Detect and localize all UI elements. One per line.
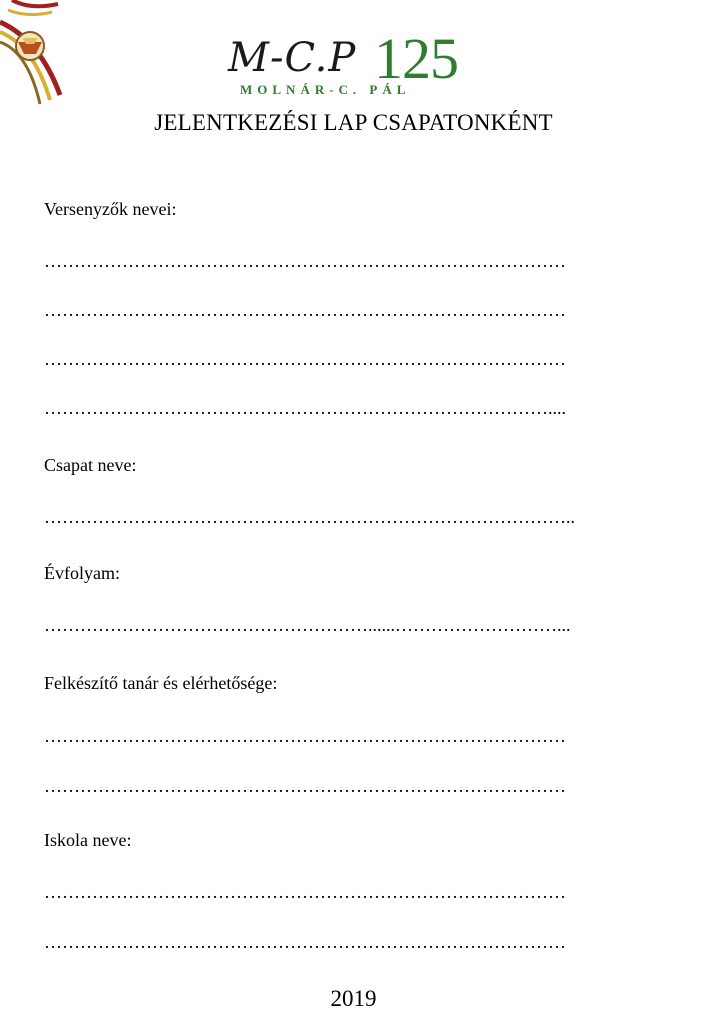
team-name-field[interactable]: ……………………………………………………………………………..	[44, 507, 575, 527]
teacher-field-2[interactable]: ……………………………………………………………………………	[44, 776, 566, 796]
school-name-field-1[interactable]: ……………………………………………………………………………	[44, 882, 566, 902]
school-name-field-2[interactable]: ……………………………………………………………………………	[44, 932, 566, 952]
grade-field[interactable]: ………………………………………………......………………………...	[44, 615, 571, 635]
school-name-label: Iskola neve:	[44, 830, 132, 850]
logo-subtitle: MOLNÁR-C. PÁL	[240, 82, 411, 97]
competitor-name-field-1[interactable]: ……………………………………………………………………………	[44, 251, 566, 271]
page-title: JELENTKEZÉSI LAP CSAPATONKÉNT	[154, 110, 553, 135]
competitor-name-field-4[interactable]: …………………………………………………………………………....	[44, 398, 566, 418]
team-name-label: Csapat neve:	[44, 455, 137, 475]
grade-label: Évfolyam:	[44, 563, 120, 583]
logo	[228, 26, 468, 100]
competitor-name-field-2[interactable]: ……………………………………………………………………………	[44, 300, 566, 320]
year: 2019	[330, 986, 377, 1011]
competitor-name-field-3[interactable]: ……………………………………………………………………………	[44, 349, 566, 369]
logo-number: 125	[374, 26, 458, 91]
logo-mark: M-C.P	[228, 35, 357, 81]
teacher-label: Felkészítő tanár és elérhetősége:	[44, 673, 278, 693]
teacher-field-1[interactable]: ……………………………………………………………………………	[44, 726, 566, 746]
competitors-label: Versenyzők nevei:	[44, 199, 177, 219]
corner-emblem-icon	[0, 0, 70, 110]
